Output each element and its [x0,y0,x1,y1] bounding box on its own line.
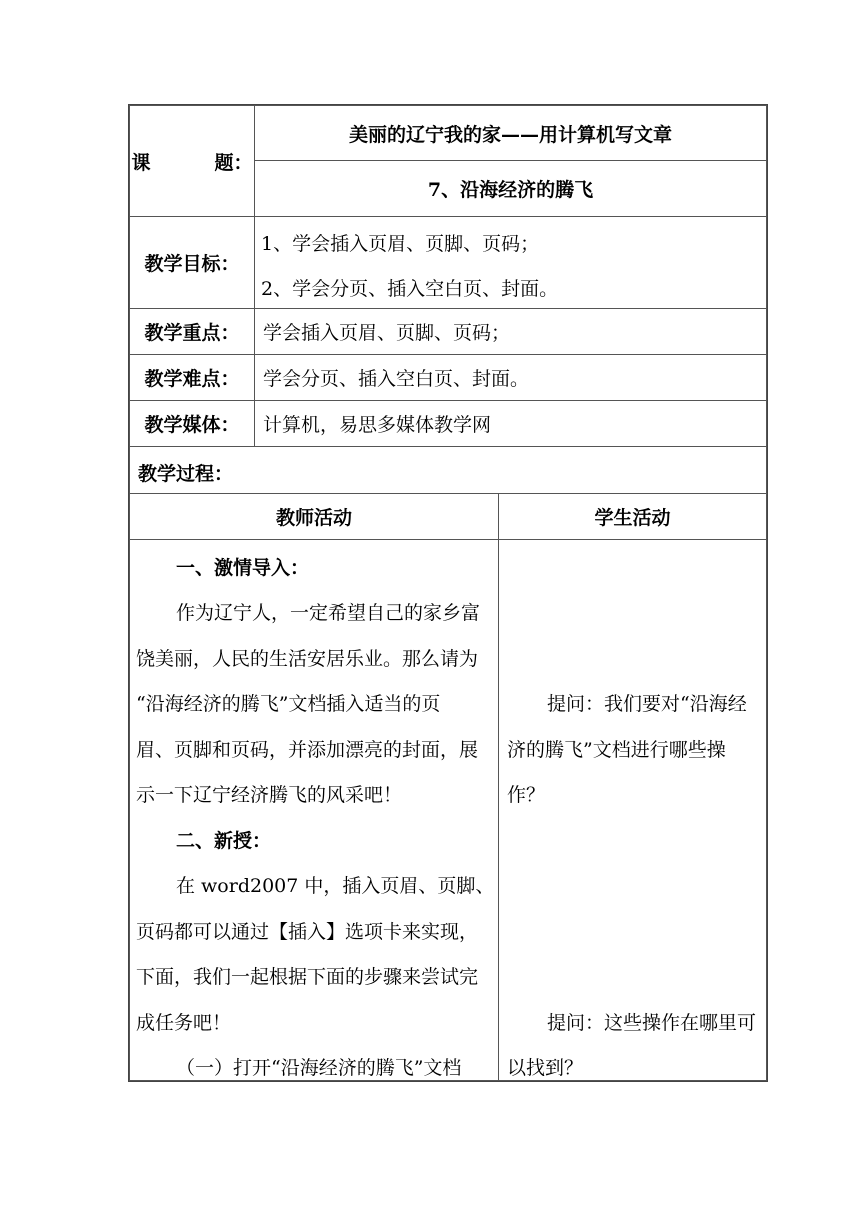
key-points-text: 学会插入页眉、页脚、页码； [263,322,511,344]
process-label: 教学过程： [138,463,234,485]
teacher-text-line: 作为辽宁人，一定希望自己的家乡富 [176,602,481,624]
key-points-label-cell [129,308,255,355]
media-label: 教学媒体： [144,414,240,436]
difficulties-text: 学会分页、插入空白页、封面。 [263,368,530,390]
student-text-line: 济的腾飞”文档进行哪些操 [507,739,726,761]
difficulties-cell [254,354,767,401]
teacher-text-line: 示一下辽宁经济腾飞的风采吧！ [136,784,403,806]
student-text-line: 以找到？ [507,1057,584,1079]
teacher-text-line: 成任务吧！ [136,1012,232,1034]
teacher-text-line: 下面，我们一起根据下面的步骤来尝试完 [136,966,479,988]
topic-label-b: 题： [214,151,253,174]
teacher-text-line: 饶美丽，人民的生活安居乐业。那么请为 [136,648,479,670]
teacher-text-line: 眉、页脚和页码，并添加漂亮的封面，展 [136,739,479,761]
section-heading: 二、新授： [176,830,272,852]
student-text-line: 作？ [507,784,546,806]
media-text: 计算机，易思多媒体教学网 [263,414,492,436]
media-cell [254,400,767,447]
objective-item: 1、学会插入页眉、页脚、页码； [261,233,540,255]
student-text-line: 提问：我们要对“沿海经 [547,693,747,715]
objective-item: 2、学会分页、插入空白页、封面。 [261,278,559,300]
process-label-cell [129,446,767,494]
unit-title-cell [254,105,767,161]
teacher-text-line: 在 word2007 中，插入页眉、页脚、 [176,875,495,897]
objectives-label: 教学目标： [144,253,240,275]
teacher-header-cell [129,493,499,540]
teacher-text-line: （一）打开“沿海经济的腾飞”文档 [176,1057,462,1079]
teacher-text-line: “沿海经济的腾飞”文档插入适当的页 [136,693,441,715]
lesson-title: 7、沿海经济的腾飞 [427,179,594,201]
teacher-text-line: 页码都可以通过【插入】选项卡来实现， [136,921,479,943]
unit-title: 美丽的辽宁我的家——用计算机写文章 [348,123,672,146]
teacher-activity-cell [129,539,499,1081]
key-points-cell [254,308,767,355]
student-header-cell [498,493,767,540]
media-label-cell [129,400,255,447]
difficulties-label: 教学难点： [144,368,240,390]
key-points-label: 教学重点： [144,322,240,344]
section-heading: 一、激情导入： [176,557,310,579]
lesson-title-cell [254,160,767,217]
student-header: 学生活动 [594,507,671,529]
objectives-label-cell [129,216,255,309]
difficulties-label-cell [129,354,255,401]
student-activity-cell [498,539,767,1081]
teacher-header: 教师活动 [275,507,352,529]
topic-label-a: 课 [131,151,151,174]
objectives-cell [254,216,767,309]
student-text-line: 提问：这些操作在哪里可 [547,1012,757,1034]
topic-label-cell [129,105,255,217]
